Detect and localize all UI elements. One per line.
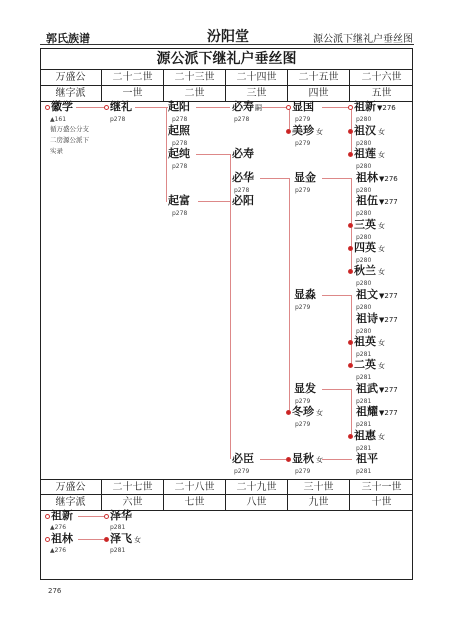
female-marker [348, 129, 353, 134]
person-node: 祖武▼277 [356, 382, 398, 395]
person-node: 必阳 [232, 194, 254, 207]
page-ref: p280 [356, 257, 372, 264]
row-label-gen: 万盛公 [40, 70, 102, 86]
page-ref: p280 [356, 187, 372, 194]
branch-cell: 八世 [226, 495, 288, 511]
branch-cell: 三世 [226, 86, 288, 102]
person-node: 祖平 [356, 452, 378, 465]
page-ref: p279 [295, 187, 311, 194]
person-node: 泽华 [104, 510, 132, 522]
gen-cell: 二十八世 [164, 480, 226, 496]
person-node: 祖林 [45, 533, 73, 545]
link-line [78, 539, 107, 540]
top-generation-row [40, 70, 413, 86]
desc-line: 实录 [50, 147, 63, 155]
person-node: 祖伍▼277 [356, 194, 398, 207]
page-ref: p281 [356, 445, 372, 452]
page-ref: p281 [356, 398, 372, 405]
page-ref: p278 [172, 163, 188, 170]
branch-cell: 七世 [164, 495, 226, 511]
person-node: 祖莲 女 [348, 148, 385, 161]
female-marker [348, 363, 353, 368]
person-node: 祖汉 女 [348, 125, 385, 138]
page-ref: p279 [295, 468, 311, 475]
link-line [196, 154, 230, 155]
male-marker [348, 105, 353, 110]
link-line [196, 107, 230, 108]
person-node: 显国 [286, 101, 314, 113]
female-marker [286, 457, 291, 462]
person-node: 显金 [294, 171, 316, 184]
male-marker [45, 105, 50, 110]
person-node: 祖耀▼277 [356, 405, 398, 418]
female-marker [348, 434, 353, 439]
person-node: 祖文▼277 [356, 288, 398, 301]
page-ref: p278 [172, 140, 188, 147]
person-node: 显淼 [294, 288, 316, 301]
gen-cell: 三十世 [288, 480, 350, 496]
page-ref: p278 [234, 116, 250, 123]
person-node: 三英 女 [348, 219, 385, 232]
page-ref: p280 [356, 140, 372, 147]
person-node: 起纯 [168, 147, 190, 160]
person-node: 祖林▼276 [356, 171, 398, 184]
male-marker [45, 514, 50, 519]
person-node: 必臣 [232, 452, 254, 465]
gen-cell: 二十二世 [102, 70, 164, 86]
person-node: 泽飞 女 [104, 533, 141, 546]
person-node: 起阳 [168, 100, 190, 113]
person-node: 祖新▼276 [348, 101, 396, 114]
female-marker [348, 152, 353, 157]
person-node: 继礼 [104, 101, 132, 113]
page-ref: p279 [295, 140, 311, 147]
link-line [289, 178, 290, 413]
male-marker [45, 537, 50, 542]
person-node: 冬珍 女 [286, 406, 323, 419]
branch-cell: 六世 [102, 495, 164, 511]
page-ref: p279 [295, 421, 311, 428]
ref-marker: ▲276 [50, 524, 67, 531]
link-line [76, 107, 107, 108]
root-description [50, 124, 110, 157]
page-ref: p280 [356, 116, 372, 123]
ref-marker: ▲276 [50, 547, 67, 554]
female-marker [348, 340, 353, 345]
page-ref: p281 [356, 421, 372, 428]
desc-line: 二房源公派下 [50, 136, 89, 144]
page-ref: p278 [110, 116, 126, 123]
page-ref: p278 [172, 210, 188, 217]
link-line [351, 295, 352, 366]
person-node: 显发 [294, 382, 316, 395]
link-line [322, 459, 352, 460]
person-root: 徽学 [45, 101, 73, 113]
page-ref: p281 [356, 351, 372, 358]
page-ref: p279 [295, 398, 311, 405]
section-title: 源公派下继礼户垂丝图 [313, 34, 413, 45]
person-node: 祖新 [45, 510, 73, 522]
row-label-gen: 万盛公 [40, 480, 102, 496]
female-marker [286, 129, 291, 134]
link-line [322, 389, 352, 390]
gen-cell: 二十五世 [288, 70, 350, 86]
female-marker [348, 246, 353, 251]
person-node: 必华 [232, 171, 254, 184]
page-ref: p280 [356, 280, 372, 287]
book-title: 郭氏族谱 [46, 32, 90, 45]
link-line [322, 178, 352, 179]
person-node: 起富 [168, 194, 190, 207]
branch-cell: 四世 [288, 86, 350, 102]
male-marker [104, 105, 109, 110]
page-ref: p280 [356, 328, 372, 335]
row-label-branch: 继字派 [40, 495, 102, 511]
page-ref: p279 [295, 304, 311, 311]
person-node: 起照 [168, 124, 190, 137]
page-ref: p281 [110, 524, 126, 531]
link-line [166, 107, 167, 202]
desc-line: 循万盛公分支 [50, 125, 89, 133]
female-marker [104, 537, 109, 542]
page-ref: p279 [295, 116, 311, 123]
hall-name: 汾阳堂 [207, 29, 249, 45]
link-line [230, 154, 231, 459]
person-node: 显秋 女 [286, 453, 323, 466]
page-ref: p281 [356, 468, 372, 475]
header-rule [40, 44, 414, 45]
bottom-generation-row [40, 479, 413, 495]
gen-cell: 二十四世 [226, 70, 288, 86]
person-node: 二英 女 [348, 359, 385, 372]
person-node: 祖惠 女 [348, 430, 385, 443]
page-ref: p280 [356, 163, 372, 170]
person-node: 美珍 女 [286, 125, 323, 138]
page-header [0, 0, 455, 45]
gen-cell: 二十六世 [361, 72, 402, 83]
page-ref: p280 [356, 304, 372, 311]
male-marker [104, 514, 109, 519]
branch-cell: 十世 [371, 497, 392, 508]
link-line [198, 201, 230, 202]
page-ref: p281 [110, 547, 126, 554]
person-node: 必寿嗣 [232, 100, 262, 113]
person-node: 四英 女 [348, 242, 385, 255]
male-marker [286, 105, 291, 110]
gen-cell: 二十七世 [102, 480, 164, 496]
root-ref: ▲161 [50, 116, 67, 123]
gen-cell: 三十一世 [361, 482, 402, 493]
page-ref: p278 [234, 187, 250, 194]
page-ref: p280 [356, 234, 372, 241]
gen-cell: 二十三世 [164, 70, 226, 86]
gen-cell: 二十九世 [226, 480, 288, 496]
branch-cell: 一世 [102, 86, 164, 102]
female-marker [286, 410, 291, 415]
page-ref: p280 [356, 210, 372, 217]
person-node: 必寿 [232, 147, 254, 160]
page-number: 276 [48, 587, 62, 595]
page-ref: p281 [356, 374, 372, 381]
person-node: 秋兰 女 [348, 265, 385, 278]
bottom-branch-row [40, 495, 413, 511]
branch-cell: 九世 [288, 495, 350, 511]
page-ref: p278 [172, 116, 188, 123]
row-label-branch: 继字派 [40, 86, 102, 102]
person-node: 祖诗▼277 [356, 312, 398, 325]
link-line [135, 107, 168, 108]
chart-title: 源公派下继礼户垂丝图 [40, 48, 413, 70]
person-node: 祖英 女 [348, 336, 385, 349]
page-ref: p279 [234, 468, 250, 475]
link-line [78, 516, 107, 517]
female-marker [348, 223, 353, 228]
branch-cell: 五世 [371, 88, 392, 99]
link-line [351, 389, 352, 436]
link-line [322, 295, 352, 296]
link-line [260, 178, 290, 179]
branch-cell: 二世 [164, 86, 226, 102]
female-marker [348, 269, 353, 274]
